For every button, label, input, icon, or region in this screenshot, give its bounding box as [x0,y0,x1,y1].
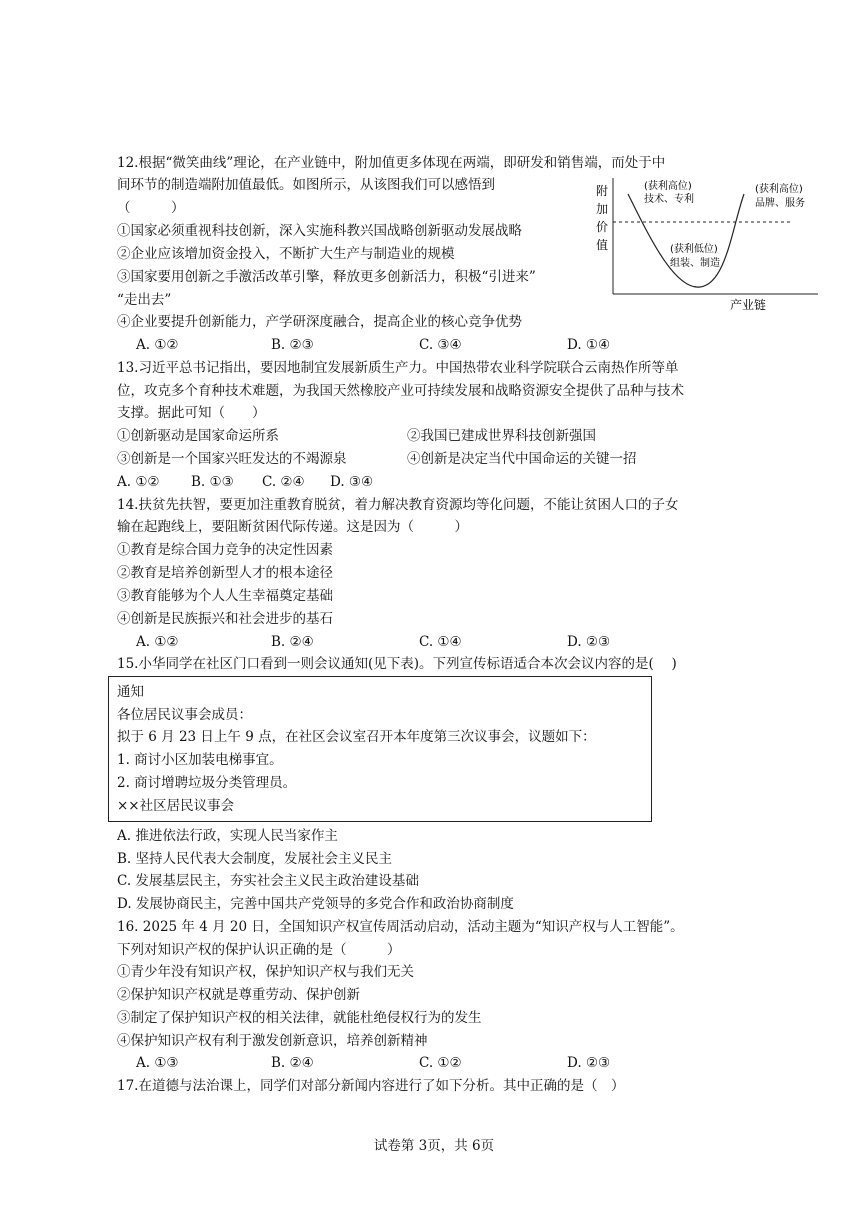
q15-option-c: C. 发展基层民主，夯实社会主义民主政治建设基础 [117,873,419,889]
q12-statement-4: ④企业要提升创新能力，产学研深度融合，提高企业的核心竞争优势 [117,314,522,330]
q12-option-c: C. ③④ [419,337,462,353]
q16-option-c: C. ①② [419,1055,462,1071]
q14-stem-line-2: 输在起跑线上，要阻断贫困代际传递。这是因为（ ） [117,519,468,535]
q12-stem-line-1: 12.根据“微笑曲线”理论，在产业链中，附加值更多体现在两端，即研发和销售端，而处于中 [117,155,666,171]
q16-option-a: A. ①③ [136,1055,179,1071]
q16-option-d: D. ②③ [567,1055,611,1071]
q14-option-b: B. ②④ [271,634,314,650]
q13-statement-2: ②我国已建成世界科技创新强国 [407,428,596,444]
q14-option-d: D. ②③ [567,634,611,650]
notice-signature: ××社区居民议事会 [117,798,235,814]
q13-option-a: A. ①② [117,474,160,490]
q12-statement-3: ③国家要用创新之手激活改革引擎，释放更多创新活力，积极“引进来” [117,269,536,285]
q12-statement-2: ②企业应该增加资金投入，不断扩大生产与制造业的规模 [117,246,455,262]
q12-answer-bracket: （ ） [117,200,185,216]
q13-stem-line-1: 13.习近平总书记指出，要因地制宜发展新质生产力。中国热带农业科学院联合云南热作所等单 [117,360,679,376]
q14-statement-3: ③教育能够为个人人生幸福奠定基础 [117,588,333,604]
notice-item-1: 1. 商讨小区加装电梯事宜。 [117,752,283,768]
q16-stem-line-2: 下列对知识产权的保护认识正确的是（ ） [117,942,401,958]
q16-stem-line-1: 16. 2025 年 4 月 20 日，全国知识产权宣传周活动启动，活动主题为“知识产权与人工智能”。 [117,919,684,935]
left-high-label: (获利高位) [644,181,692,192]
q14-option-a: A. ①② [136,634,179,650]
y-axis-char-2: 加 [596,202,609,216]
q16-statement-3: ③制定了保护知识产权的相关法律，就能杜绝侵权行为的发生 [117,1010,482,1026]
q14-statement-2: ②教育是培养创新型人才的根本途径 [117,565,333,581]
bottom-low-label: (获利低位) [670,244,718,255]
q15-option-a: A. 推进依法行政，实现人民当家作主 [117,828,338,844]
notice-title: 通知 [117,684,144,700]
q16-statement-1: ①青少年没有知识产权，保护知识产权与我们无关 [117,964,414,980]
q13-statement-3: ③创新是一个国家兴旺发达的不竭源泉 [117,451,347,467]
q15-stem: 15.小华同学在社区门口看到一则会议通知(见下表)。下列宣传标语适合本次会议内容的是( ) [117,656,677,672]
y-axis-char-3: 价 [596,220,609,234]
q12-statement-1: ①国家必须重视科技创新，深入实施科教兴国战略创新驱动发展战略 [117,223,522,239]
q12-stem-line-2: 间环节的制造端附加值最低。如图所示，从该图我们可以感悟到 [117,177,495,193]
page-footer: 试卷第 3页，共 6页 [373,1138,495,1154]
x-axis-label: 产业链 [730,298,767,312]
q17-stem: 17.在道德与法治课上，同学们对部分新闻内容进行了如下分析。其中正确的是（ ） [117,1078,625,1094]
q13-option-c: C. ②④ [262,474,305,490]
q13-statement-4: ④创新是决定当代中国命运的关键一招 [407,451,637,467]
meeting-notice-box [108,676,652,822]
q12-statement-3-cont: “走出去” [117,292,172,308]
y-axis-char-1: 附 [596,184,609,198]
q15-option-d: D. 发展协商民主，完善中国共产党领导的多党合作和政治协商制度 [117,896,514,912]
q13-stem-line-2: 位，攻克多个育种技术难题，为我国天然橡胶产业可持续发展和战略资源安全提供了品种与技术 [117,383,684,399]
q14-stem-line-1: 14.扶贫先扶智，要更加注重教育脱贫，着力解决教育资源均等化问题，不能让贫困人口的子女 [117,497,679,513]
q14-statement-1: ①教育是综合国力竞争的决定性因素 [117,542,333,558]
smile-curve [628,194,744,287]
q13-option-b: B. ①③ [191,474,234,490]
q12-option-b: B. ②③ [271,337,314,353]
right-high-label: (获利高位) [755,184,803,195]
right-high-sublabel: 品牌、服务 [755,198,805,209]
q14-option-c: C. ①④ [419,634,462,650]
notice-greeting: 各位居民议事会成员： [117,707,252,723]
q12-option-d: D. ①④ [567,337,611,353]
y-axis-char-4: 值 [596,238,609,252]
q13-statement-1: ①创新驱动是国家命运所系 [117,428,279,444]
q12-option-a: A. ①② [136,337,179,353]
bottom-low-sublabel: 组装、制造 [670,258,720,269]
q14-statement-4: ④创新是民族振兴和社会进步的基石 [117,611,333,627]
q13-stem-line-3: 支撑。据此可知（ ） [117,405,266,421]
q16-statement-2: ②保护知识产权就是尊重劳动、保护创新 [117,987,360,1003]
notice-item-2: 2. 商讨增聘垃圾分类管理员。 [117,775,297,791]
left-high-sublabel: 技术、专利 [644,194,694,205]
q13-option-d: D. ③④ [330,474,374,490]
q15-option-b: B. 坚持人民代表大会制度，发展社会主义民主 [117,851,393,867]
q16-statement-4: ④保护知识产权有利于激发创新意识，培养创新精神 [117,1033,428,1049]
notice-body: 拟于 6 月 23 日上午 9 点，在社区会议室召开本年度第三次议事会，议题如下： [117,729,596,745]
q16-option-b: B. ②④ [271,1055,314,1071]
smile-curve-diagram [592,176,820,312]
